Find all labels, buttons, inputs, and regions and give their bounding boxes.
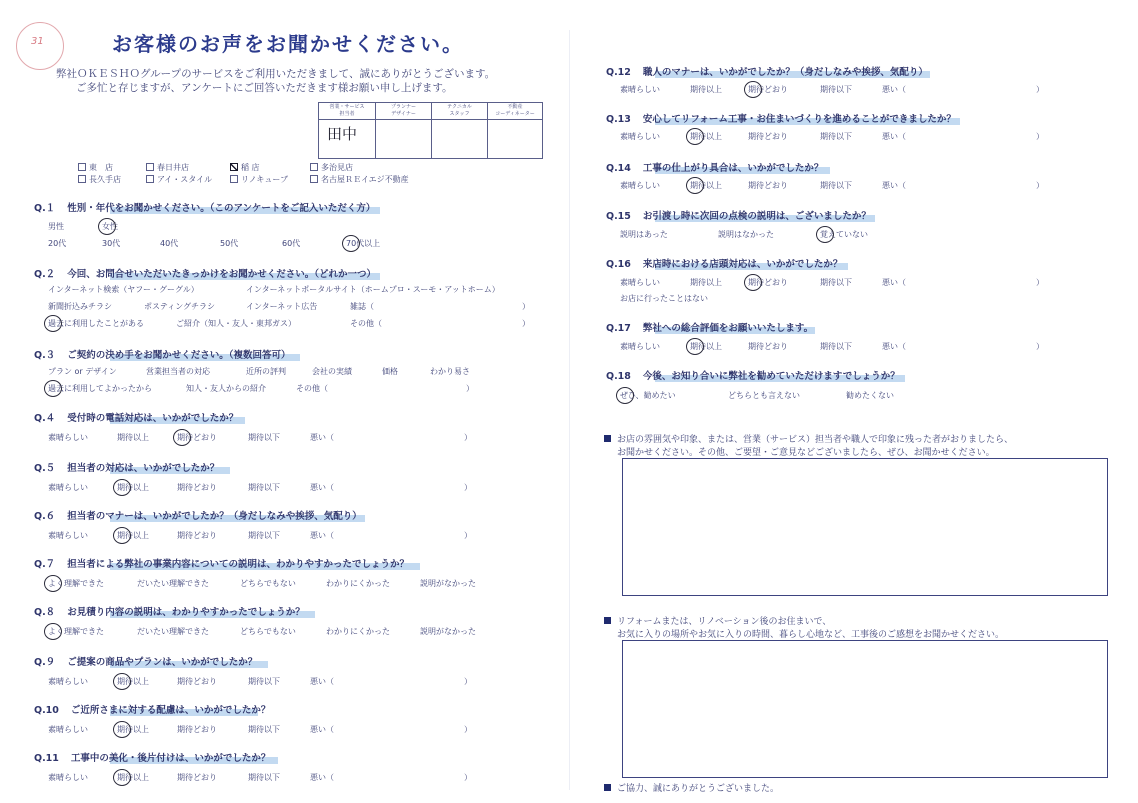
answer-option[interactable]: 男性 [48, 222, 64, 231]
answer-option[interactable]: その他（ [350, 319, 382, 328]
answer-option[interactable]: 素晴らしい [620, 132, 660, 141]
question-heading [606, 64, 928, 78]
question-heading [606, 256, 842, 270]
answer-option[interactable]: 悪い（ [310, 725, 334, 734]
question-heading [34, 556, 409, 570]
checkbox-icon [78, 175, 86, 183]
answer-option[interactable]: 期待以上 [117, 483, 149, 492]
answer-option[interactable]: 50代 [220, 239, 239, 248]
checkbox-icon [230, 175, 238, 183]
square-bullet-icon [604, 617, 611, 624]
answer-option[interactable]: 覚えていない [820, 230, 868, 239]
question-text: 今回、お問合せいただいたきっかけをお聞かせください。（どれか一つ） [67, 269, 376, 280]
answer-option[interactable]: ） [522, 319, 530, 328]
handwritten-circle-mark [98, 218, 116, 235]
store-option[interactable] [78, 174, 121, 185]
answer-option[interactable]: 期待どおり [748, 342, 788, 351]
answer-option[interactable]: ご紹介（知人・友人・東邦ガス） [176, 319, 296, 328]
question-text: お引渡し時に次回の点検の説明は、ございましたか？ [642, 211, 871, 222]
answer-option[interactable]: 期待以下 [248, 531, 280, 540]
answer-option[interactable]: 悪い（ [882, 85, 906, 94]
answer-option[interactable]: 価格 [382, 367, 398, 376]
answer-option[interactable]: 勧めたくない [846, 391, 894, 400]
answer-option[interactable]: 新聞折込みチラシ [48, 302, 112, 311]
question-number: Q.４ [34, 413, 56, 424]
answer-option[interactable]: 素晴らしい [620, 342, 660, 351]
answer-option[interactable]: 期待以下 [820, 181, 852, 190]
question-text: 受付時の電話対応は、いかがでしたか？ [67, 413, 239, 424]
question-number: Q.７ [34, 559, 56, 570]
staff-cell-planner[interactable] [375, 103, 431, 158]
square-bullet-icon [604, 435, 611, 442]
answer-option[interactable]: ） [522, 302, 530, 311]
answer-option[interactable]: その他（ [296, 384, 328, 393]
answer-option[interactable]: 期待どおり [177, 531, 217, 540]
handwritten-circle-mark [113, 769, 131, 786]
question-number: Q.17 [606, 323, 631, 334]
answer-option[interactable]: 悪い（ [310, 433, 334, 442]
handwritten-circle-mark [744, 81, 762, 98]
question-heading [606, 368, 900, 382]
question-number: Q.12 [606, 67, 631, 78]
answer-option[interactable]: ） [464, 433, 472, 442]
answer-option[interactable]: 期待以上 [690, 85, 722, 94]
question-text: 性別・年代をお聞かせください。（このアンケートをご記入いただく方） [67, 203, 376, 214]
footer: ご協力、誠にありがとうございました。 [604, 781, 779, 794]
store-option[interactable] [146, 174, 212, 185]
answer-option[interactable]: 期待どおり [177, 725, 217, 734]
answer-option[interactable]: 素晴らしい [48, 773, 88, 782]
answer-option[interactable]: 期待以上 [117, 677, 149, 686]
answer-option[interactable]: 20代 [48, 239, 67, 248]
question-number: Q.１ [34, 203, 56, 214]
store-option[interactable] [310, 174, 409, 185]
handwritten-circle-mark [44, 315, 62, 332]
answer-option[interactable]: 40代 [160, 239, 179, 248]
answer-option[interactable]: 期待どおり [748, 181, 788, 190]
answer-option[interactable]: 期待どおり [177, 677, 217, 686]
handwritten-circle-mark [113, 479, 131, 496]
answer-option[interactable]: お店に行ったことはない [620, 294, 708, 303]
answer-option[interactable]: 悪い（ [310, 531, 334, 540]
question-text: 職人のマナーは、いかがでしたか？（身だしなみや挨拶、気配り） [642, 67, 928, 78]
question-heading [34, 200, 375, 214]
page-title: お客様のお声をお聞かせください。 [112, 32, 464, 56]
answer-option[interactable]: よく理解できた [48, 627, 104, 636]
answer-option[interactable]: 近所の評判 [246, 367, 286, 376]
answer-option[interactable]: 期待以上 [690, 342, 722, 351]
answer-option[interactable]: 期待以下 [820, 342, 852, 351]
answer-option[interactable]: だいたい理解できた [137, 579, 209, 588]
handwritten-circle-mark [686, 128, 704, 145]
question-text: 担当者の対応は、いかがでしたか？ [67, 463, 220, 474]
freetext-2-prompt: リフォームまたは、リノベーション後のお住まいで、 お気に入りの場所やお気に入りの時間、暮らし心地など、工事後のご感想をお聞かせください。 [604, 614, 1004, 640]
question-text: 来店時における店頭対応は、いかがでしたか？ [642, 259, 843, 270]
answer-option[interactable]: 期待以下 [248, 773, 280, 782]
question-heading [606, 160, 823, 174]
answer-option[interactable]: ） [464, 677, 472, 686]
answer-option[interactable]: だいたい理解できた [137, 627, 209, 636]
answer-option[interactable]: どちらとも言えない [728, 391, 800, 400]
answer-option[interactable]: わかり易さ [430, 367, 470, 376]
question-number: Q.２ [34, 269, 56, 280]
answer-option[interactable]: 期待以下 [820, 85, 852, 94]
question-text: 弊社への総合評価をお願いいたします。 [642, 323, 814, 334]
answer-option[interactable]: 70代以上 [346, 239, 381, 248]
store-label: 東 店 [89, 163, 113, 172]
answer-option[interactable]: 期待どおり [748, 132, 788, 141]
answer-option[interactable]: ） [1036, 278, 1044, 287]
answer-option[interactable]: 期待どおり [177, 773, 217, 782]
answer-option[interactable]: 悪い（ [882, 342, 906, 351]
question-heading [34, 508, 362, 522]
question-text: お見積り内容の説明は、わかりやすかったでしょうか？ [67, 607, 305, 618]
handwritten-circle-mark [816, 226, 834, 243]
staff-header: テクニカル スタッフ [432, 103, 487, 120]
staff-table [318, 102, 543, 159]
answer-option[interactable]: 女性 [102, 222, 118, 231]
question-heading [34, 347, 290, 361]
staff-cell-technical[interactable] [431, 103, 487, 158]
answer-option[interactable]: ） [464, 483, 472, 492]
question-number: Q.６ [34, 511, 56, 522]
answer-option[interactable]: 悪い（ [310, 483, 334, 492]
answer-option[interactable]: 雑誌（ [350, 302, 374, 311]
answer-option[interactable]: 期待どおり [748, 278, 788, 287]
answer-option[interactable]: 悪い（ [310, 677, 334, 686]
store-label: アイ・スタイル [157, 175, 213, 184]
answer-option[interactable]: 説明がなかった [420, 627, 476, 636]
answer-option[interactable]: インターネット広告 [246, 302, 318, 311]
handwritten-circle-mark [616, 387, 634, 404]
question-heading [34, 702, 270, 716]
answer-option[interactable]: 知人・友人からの紹介 [186, 384, 266, 393]
answer-option[interactable]: 期待以上 [117, 725, 149, 734]
question-text: 工事中の美化・後片付けは、いかがでしたか？ [70, 753, 271, 764]
handwritten-circle-mark [686, 177, 704, 194]
answer-option[interactable]: ） [1036, 85, 1044, 94]
store-option[interactable] [78, 162, 113, 173]
center-fold [569, 30, 570, 790]
answer-option[interactable]: ） [464, 725, 472, 734]
answer-option[interactable]: 営業担当者の対応 [146, 367, 210, 376]
question-heading [34, 750, 270, 764]
freetext-1-box[interactable] [622, 458, 1108, 596]
handwritten-circle-mark [173, 429, 191, 446]
handwritten-circle-mark [44, 575, 62, 592]
handwritten-circle-mark [44, 380, 62, 397]
question-number: Q.３ [34, 350, 56, 361]
answer-option[interactable]: 素晴らしい [48, 483, 88, 492]
checkbox-icon [146, 163, 154, 171]
checkbox-icon [310, 163, 318, 171]
answer-option[interactable]: 期待どおり [748, 85, 788, 94]
answer-option[interactable]: 説明がなかった [420, 579, 476, 588]
square-bullet-icon [604, 784, 611, 791]
answer-option[interactable]: 悪い（ [882, 132, 906, 141]
answer-option[interactable]: 期待どおり [177, 483, 217, 492]
question-number: Q.13 [606, 114, 631, 125]
answer-option[interactable]: インターネットポータルサイト（ホームプロ・スーモ・アットホーム） [246, 285, 500, 294]
question-heading [606, 208, 871, 222]
question-heading [34, 604, 305, 618]
question-heading [34, 266, 376, 280]
answer-option[interactable]: 会社の実績 [312, 367, 352, 376]
store-option[interactable] [230, 174, 288, 185]
question-number: Q.18 [606, 371, 631, 382]
answer-option[interactable]: 期待以上 [117, 531, 149, 540]
checked-box-icon [230, 163, 238, 171]
answer-option[interactable]: わかりにくかった [326, 627, 390, 636]
store-label: 稲 店 [241, 163, 260, 172]
stamp-number: 31 [31, 36, 44, 47]
question-heading [606, 111, 956, 125]
answer-option[interactable]: よく理解できた [48, 579, 104, 588]
question-text: 安心してリフォーム工事・お住まいづくりを進めることができましたか？ [642, 114, 956, 125]
store-option[interactable] [310, 162, 353, 173]
question-number: Q.10 [34, 705, 59, 716]
question-heading [34, 460, 219, 474]
staff-header: プランナー デザイナー [376, 103, 431, 120]
answer-option[interactable]: ） [1036, 181, 1044, 190]
answer-option[interactable]: どちらでもない [240, 579, 296, 588]
answer-option[interactable]: 悪い（ [882, 278, 906, 287]
answer-option[interactable]: 素晴らしい [620, 278, 660, 287]
staff-cell-sales[interactable] [319, 103, 375, 158]
answer-option[interactable]: 30代 [102, 239, 121, 248]
answer-option[interactable]: 期待以下 [248, 433, 280, 442]
freetext-2-box[interactable] [622, 640, 1108, 778]
question-number: Q.11 [34, 753, 59, 764]
answer-option[interactable]: 素晴らしい [48, 531, 88, 540]
store-label: 多治見店 [321, 163, 353, 172]
answer-option[interactable]: 過去に利用したことがある [48, 319, 144, 328]
question-number: Q.15 [606, 211, 631, 222]
answer-option[interactable]: 素晴らしい [48, 433, 88, 442]
answer-option[interactable]: 期待以上 [690, 278, 722, 287]
handwritten-circle-mark [744, 274, 762, 291]
answer-option[interactable]: 素晴らしい [620, 85, 660, 94]
answer-option[interactable]: 悪い（ [882, 181, 906, 190]
store-label: 春日井店 [157, 163, 189, 172]
answer-option[interactable]: 期待以下 [248, 725, 280, 734]
answer-option[interactable]: ） [1036, 342, 1044, 351]
store-label: 長久手店 [89, 175, 121, 184]
question-text: 担当者のマナーは、いかがでしたか？（身だしなみや挨拶、気配り） [67, 511, 362, 522]
question-number: Q.５ [34, 463, 56, 474]
answer-option[interactable]: 素晴らしい [48, 725, 88, 734]
handwritten-circle-mark [113, 721, 131, 738]
staff-header: 不動産 コーディネーター [488, 103, 542, 120]
store-label: リノキューブ [241, 175, 288, 184]
answer-option[interactable]: どちらでもない [240, 627, 296, 636]
answer-option[interactable]: ぜひ、勧めたい [620, 391, 676, 400]
intro-line-1: 弊社ＯＫＥＳＨＯグループのサービスをご利用いただきまして、誠にありがとうございます。 [56, 68, 496, 80]
checkbox-icon [78, 163, 86, 171]
answer-option[interactable]: インターネット検索（ヤフー・グーグル） [48, 285, 199, 294]
question-text: 今後、お知り合いに弊社を勧めていただけますでしょうか？ [642, 371, 900, 382]
handwritten-circle-mark [342, 235, 360, 252]
store-option[interactable] [230, 162, 260, 173]
answer-option[interactable]: ） [466, 384, 474, 393]
answer-option[interactable]: 期待以下 [248, 677, 280, 686]
question-text: ご契約の決め手をお聞かせください。（複数回答可） [67, 350, 291, 361]
answer-option[interactable]: 期待以下 [248, 483, 280, 492]
answer-option[interactable]: 期待以上 [117, 433, 149, 442]
answer-option[interactable]: ） [1036, 132, 1044, 141]
answer-option[interactable]: ） [464, 531, 472, 540]
question-text: ご近所さまに対する配慮は、いかがでしたか？ [70, 705, 271, 716]
question-text: ご提案の商品やプランは、いかがでしたか？ [67, 657, 258, 668]
staff-header: 営業・サービス 担当者 [319, 103, 375, 120]
answer-option[interactable]: 悪い（ [310, 773, 334, 782]
question-text: 担当者による弊社の事業内容についての説明は、わかりやすかったでしょうか？ [67, 559, 409, 570]
freetext-1-prompt: お店の雰囲気や印象、または、営業（サービス）担当者や職人で印象に残った者がおりましたら、 お聞かせください。その他、ご要望・ご意見などございましたら、ぜひ、お聞かせください。 [604, 432, 1013, 458]
store-label: 名古屋ＲＥイエジ不動産 [321, 175, 409, 184]
answer-option[interactable]: ） [464, 773, 472, 782]
answer-option[interactable]: 説明はなかった [718, 230, 774, 239]
handwritten-name: 田中 [327, 125, 358, 143]
handwritten-circle-mark [113, 673, 131, 690]
question-heading [34, 654, 257, 668]
question-number: Q.９ [34, 657, 56, 668]
answer-option[interactable]: 期待以下 [820, 132, 852, 141]
answer-option[interactable]: 過去に利用してよかったから [48, 384, 152, 393]
handwritten-circle-mark [686, 338, 704, 355]
checkbox-icon [146, 175, 154, 183]
question-number: Q.16 [606, 259, 631, 270]
question-number: Q.14 [606, 163, 631, 174]
store-option[interactable] [146, 162, 189, 173]
answer-option[interactable]: 素晴らしい [48, 677, 88, 686]
answer-option[interactable]: 素晴らしい [620, 181, 660, 190]
question-number: Q.８ [34, 607, 56, 618]
question-heading [34, 410, 238, 424]
intro-line-2: ご多忙と存じますが、アンケートにご回答いただきます様お願い申し上げます。 [76, 82, 453, 94]
answer-option[interactable]: 期待以上 [690, 132, 722, 141]
question-text: 工事の仕上がり具合は、いかがでしたか？ [642, 163, 824, 174]
handwritten-circle-mark [113, 527, 131, 544]
answer-option[interactable]: 期待以上 [690, 181, 722, 190]
checkbox-icon [310, 175, 318, 183]
answer-option[interactable]: プラン or デザイン [48, 367, 117, 376]
answer-option[interactable]: 60代 [282, 239, 301, 248]
answer-option[interactable]: 説明はあった [620, 230, 668, 239]
handwritten-circle-mark [44, 623, 62, 640]
answer-option[interactable]: ポスティングチラシ [144, 302, 216, 311]
staff-cell-realestate[interactable] [487, 103, 542, 158]
answer-option[interactable]: 期待どおり [177, 433, 217, 442]
answer-option[interactable]: 期待以上 [117, 773, 149, 782]
answer-option[interactable]: わかりにくかった [326, 579, 390, 588]
question-heading [606, 320, 813, 334]
answer-option[interactable]: 期待以下 [820, 278, 852, 287]
